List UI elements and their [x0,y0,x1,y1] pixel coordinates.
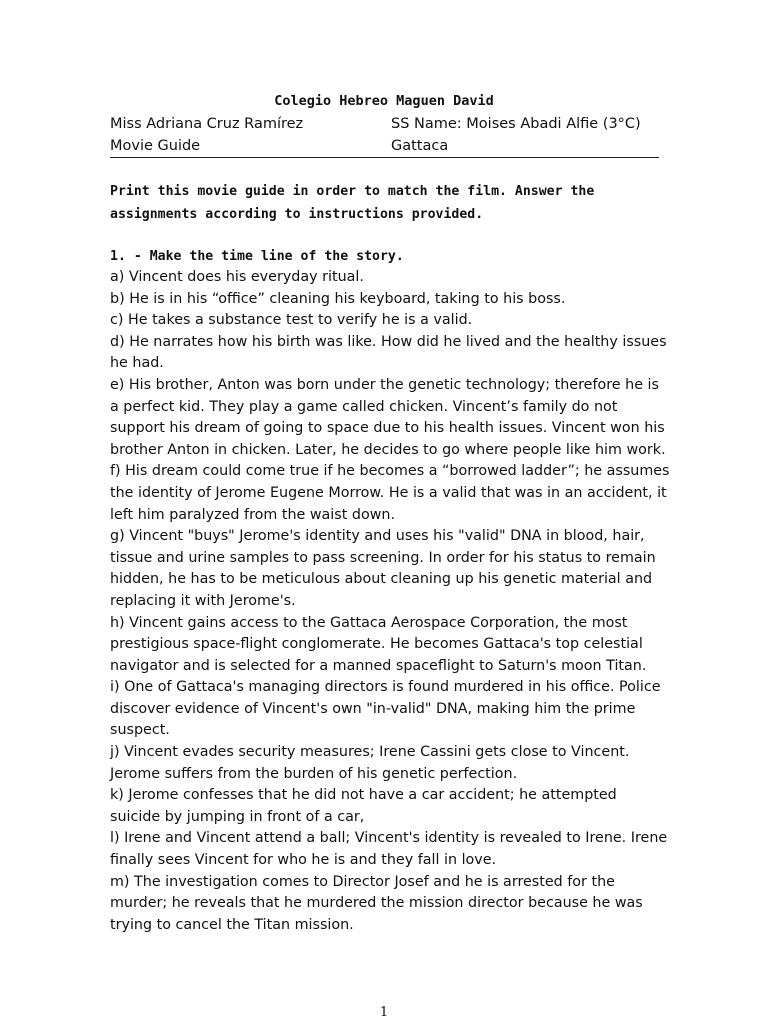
movie-title: Gattaca [391,138,449,154]
timeline-item: l) Irene and Vincent attend a ball; Vincent's identity is revealed to Irene. Irene finally sees Vincent for who he is and they fall in love. [110,830,668,869]
school-title: Colegio Hebreo Maguen David [274,93,494,109]
section-heading: 1. - Make the time line of the story. [110,249,404,264]
timeline-item: a) Vincent does his everyday ritual. [110,269,364,285]
timeline-item: h) Vincent gains access to the Gattaca Aerospace Corporation, the most prestigious space-flight conglomerate. He becomes Gattaca's top celestial navigator and is selected for a manned spaceflight to Saturn's moon Titan. [110,614,647,674]
timeline-item: b) He is in his “office” cleaning his keyboard, taking to his boss. [110,290,566,307]
timeline-list [110,267,670,936]
teacher-name: Miss Adriana Cruz Ramírez [110,116,304,132]
timeline-item: m) The investigation comes to Director Josef and he is arrested for the murder; he reveals that he murdered the mission director because he was trying to cancel the Titan mission. [110,873,643,933]
instructions-paragraph: Print this movie guide in order to match the film. Answer the assignments according to instructions provided. [110,184,595,222]
timeline-item: e) His brother, Anton was born under the genetic technology; therefore he is a perfect kid. They play a game called chicken. Vincent’s family do not support his dream of going to space due to his health issues. Vincent won his brother Anton in chicken. Later, he decides to go where people like him work. [110,376,666,458]
document-type: Movie Guide [110,138,201,154]
timeline-item: i) One of Gattaca's managing directors is found murdered in his office. Police discover evidence of Vincent's own "in-valid" DNA, making him the prime suspect. [110,679,661,739]
header-divider [110,157,659,158]
timeline-item: c) He takes a substance test to verify he is a valid. [110,312,473,329]
timeline-item: f) His dream could come true if he becomes a “borrowed ladder”; he assumes the identity of Jerome Eugene Morrow. He is a valid that was in an accident, it left him paralyzed from the waist down. [110,463,670,523]
timeline-item: d) He narrates how his birth was like. How did he lived and the healthy issues he had. [110,333,667,372]
page-number: 1 [379,1005,389,1020]
student-name: SS Name: Moises Abadi Alfie (3°C) [391,116,641,132]
timeline-item: j) Vincent evades security measures; Irene Cassini gets close to Vincent. Jerome suffers from the burden of his genetic perfection. [110,744,630,782]
timeline-item: k) Jerome confesses that he did not have a car accident; he attempted suicide by jumping in front of a car, [110,787,617,825]
timeline-item: g) Vincent "buys" Jerome's identity and uses his "valid" DNA in blood, hair, tissue and urine samples to pass screening. In order for his status to remain hidden, he has to be meticulous about cleaning up his genetic material and replacing it with Jerome's. [110,528,656,609]
